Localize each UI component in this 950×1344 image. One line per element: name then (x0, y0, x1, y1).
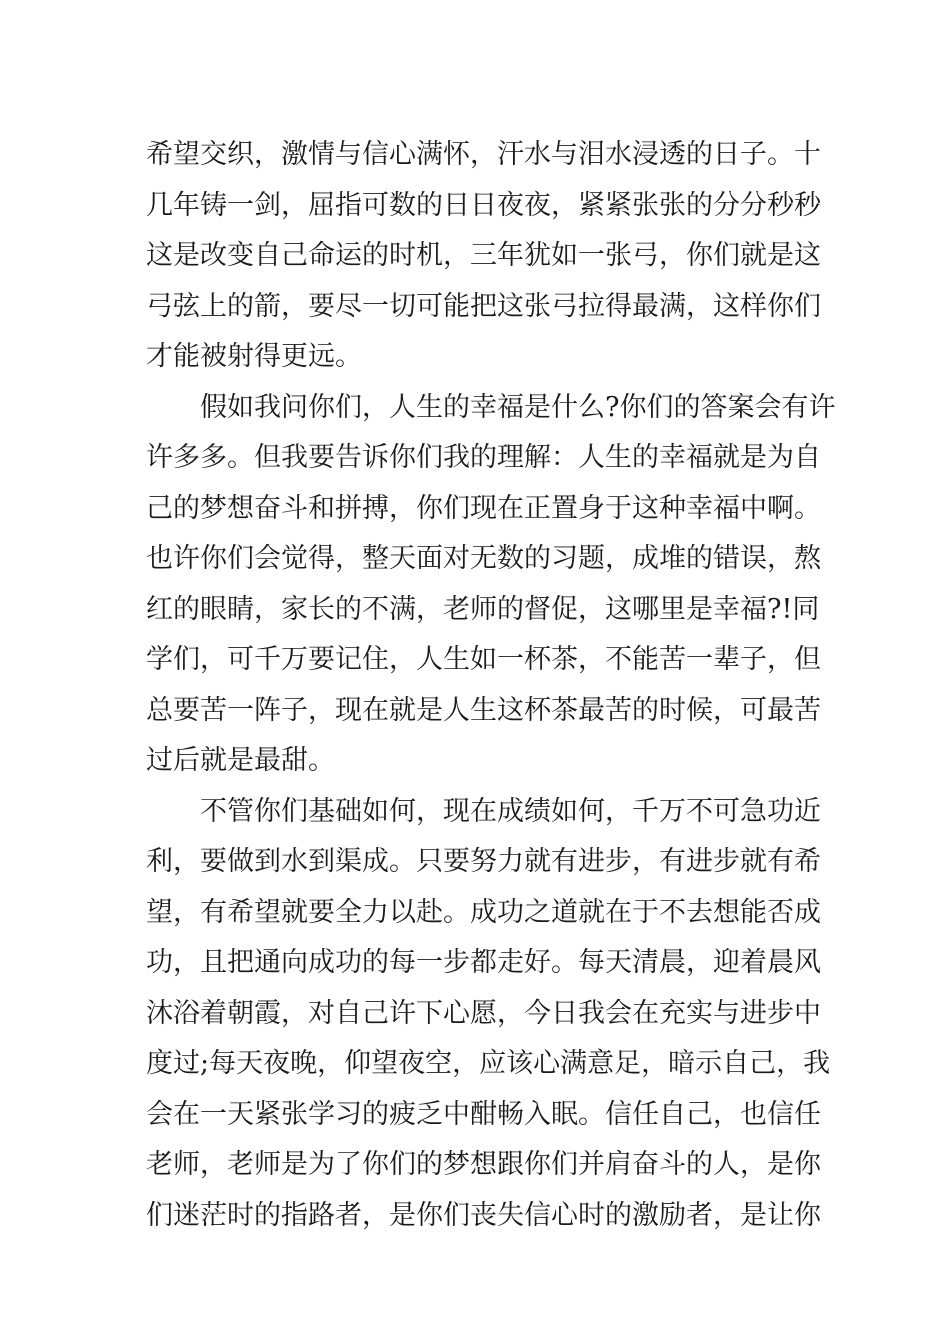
text-line: 利，要做到水到渠成。只要努力就有进步，有进步就有希 (146, 846, 821, 877)
text-line: 这是改变自己命运的时机，三年犹如一张弓，你们就是这 (146, 240, 821, 271)
paragraph-1 (146, 130, 821, 383)
text-line: 度过;每天夜晚，仰望夜空，应该心满意足，暗示自己，我 (146, 1048, 831, 1079)
text-line: 假如我问你们，人生的幸福是什么?你们的答案会有许 (200, 391, 836, 423)
text-line: 希望交织，激情与信心满怀，汗水与泪水浸透的日子。十 (146, 139, 821, 170)
text-line: 几年铸一剑，屈指可数的日日夜夜，紧紧张张的分分秒秒 (146, 189, 821, 221)
text-line: 沐浴着朝霞，对自己许下心愿，今日我会在充实与进步中 (146, 997, 821, 1029)
text-line: 才能被射得更远。 (146, 341, 362, 372)
text-line: 红的眼睛，家长的不满，老师的督促，这哪里是幸福?!同 (146, 593, 820, 625)
text-line: 也许你们会觉得，整天面对无数的习题，成堆的错误，熬 (146, 543, 821, 574)
text-line: 己的梦想奋斗和拼搏，你们现在正置身于这种幸福中啊。 (146, 492, 821, 524)
paragraph-2 (146, 383, 836, 787)
text-line: 许多多。但我要告诉你们我的理解：人生的幸福就是为自 (146, 442, 821, 473)
text-line: 望，有希望就要全力以赴。成功之道就在于不去想能否成 (146, 896, 821, 928)
text-line: 老师，老师是为了你们的梦想跟你们并肩奋斗的人，是你 (146, 1149, 821, 1180)
text-line: 会在一天紧张学习的疲乏中酣畅入眠。信任自己，也信任 (146, 1098, 821, 1130)
text-line: 过后就是最甜。 (146, 745, 335, 776)
text-line: 总要苦一阵子，现在就是人生这杯茶最苦的时候，可最苦 (146, 694, 821, 726)
text-line: 们迷茫时的指路者，是你们丧失信心时的激励者，是让你 (146, 1199, 821, 1231)
text-line: 功，且把通向成功的每一步都走好。每天清晨，迎着晨风 (146, 947, 821, 978)
document-body (146, 130, 836, 1241)
paragraph-3 (146, 787, 831, 1242)
text-line: 弓弦上的箭，要尽一切可能把这张弓拉得最满，这样你们 (146, 290, 821, 322)
text-line: 学们，可千万要记住，人生如一杯茶，不能苦一辈子，但 (146, 644, 821, 675)
text-line: 不管你们基础如何，现在成绩如何，千万不可急功近 (200, 795, 821, 827)
